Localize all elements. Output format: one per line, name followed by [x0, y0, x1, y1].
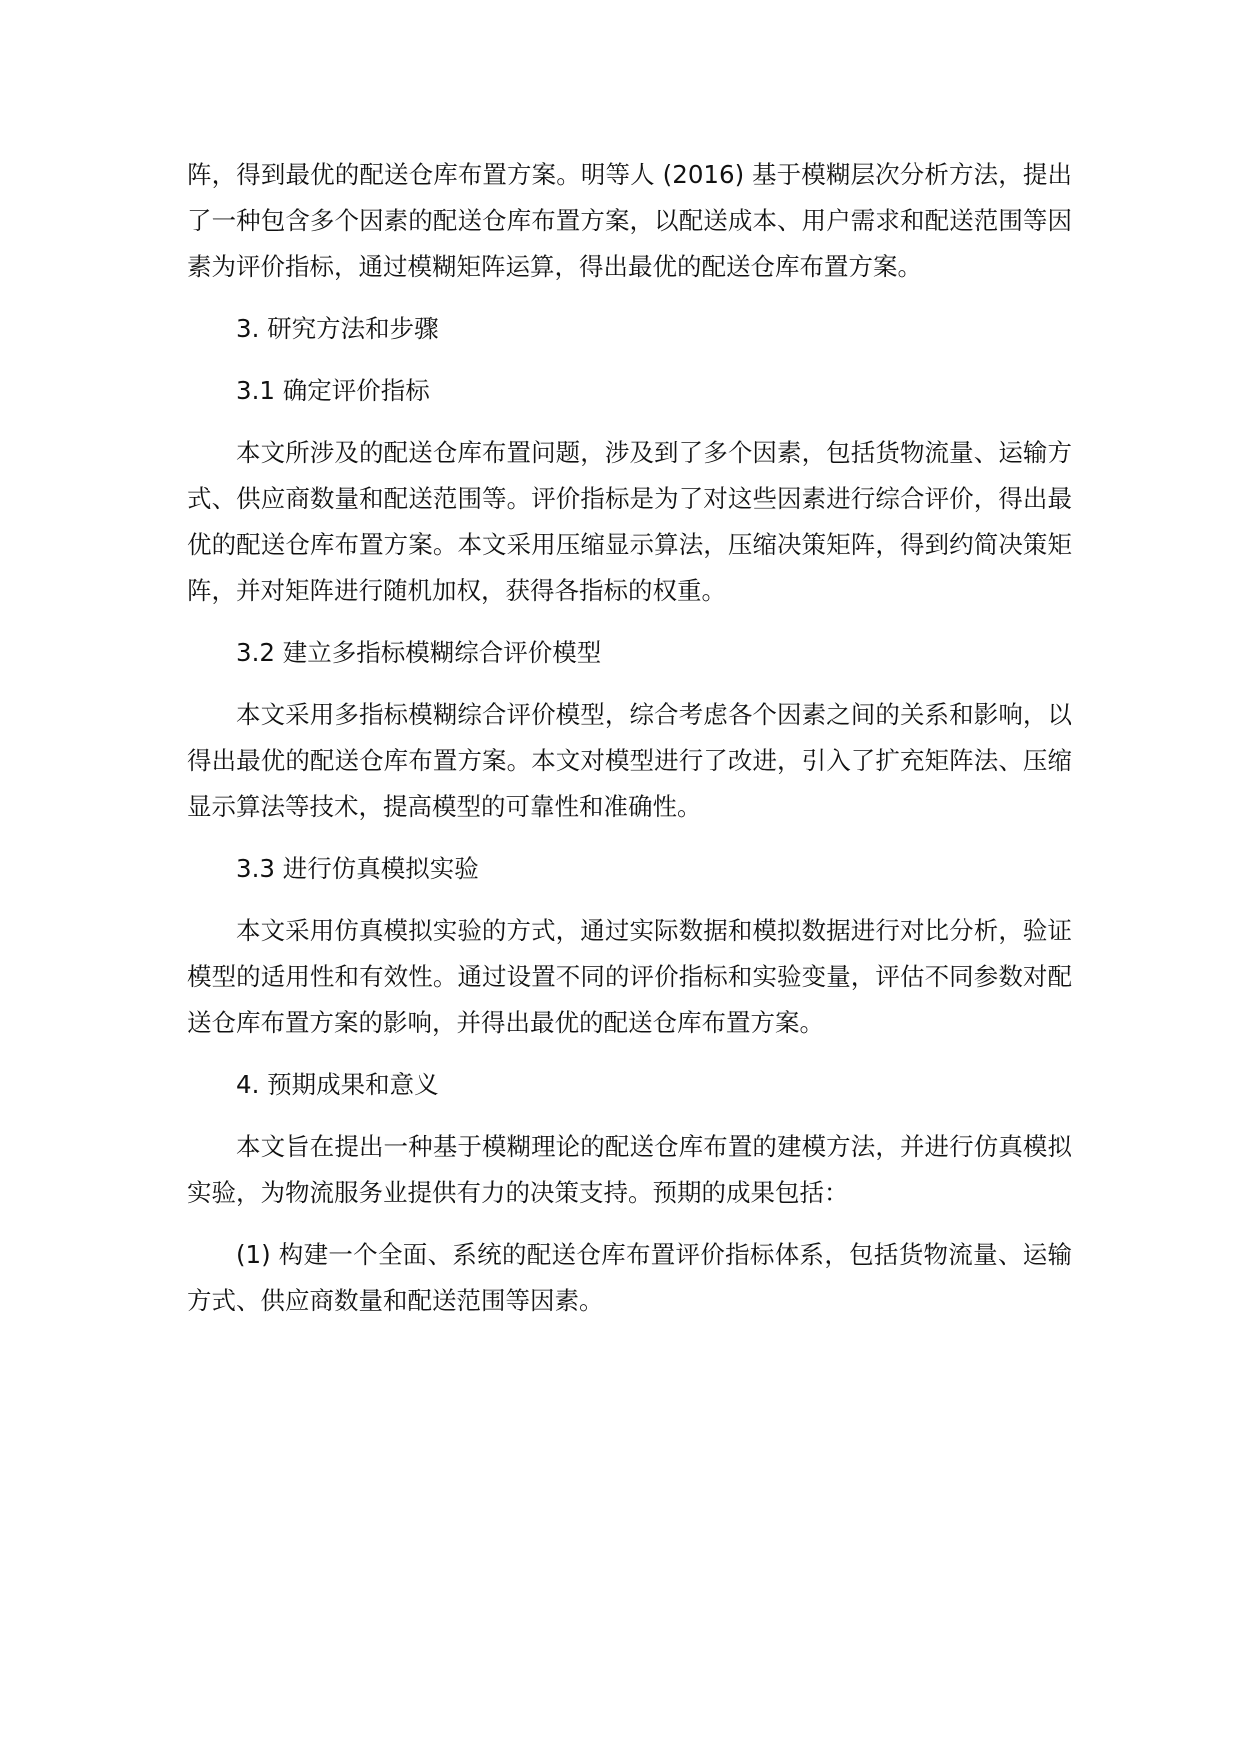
- section-heading-3: 3. 研究方法和步骤: [236, 314, 439, 343]
- paragraph-evaluation-indicators: 本文所涉及的配送仓库布置问题，涉及到了多个因素，包括货物流量、运输方式、供应商数量和配送范围等。评价指标是为了对这些因素进行综合评价，得出最优的配送仓库布置方案。本文采用压缩显示算法，压缩决策矩阵，得到约简决策矩阵，并对矩阵进行随机加权，获得各指标的权重。: [187, 438, 1072, 605]
- document-body: [187, 152, 1072, 1324]
- section-heading-3-1: 3.1 确定评价指标: [236, 376, 430, 405]
- section-heading-4: 4. 预期成果和意义: [236, 1070, 439, 1099]
- paragraph-continuation: 阵，得到最优的配送仓库布置方案。明等人 (2016) 基于模糊层次分析方法，提出了一种包含多个因素的配送仓库布置方案，以配送成本、用户需求和配送范围等因素为评价指标，通过模糊矩阵运算，得出最优的配送仓库布置方案。: [187, 160, 1072, 281]
- section-heading-3-2: 3.2 建立多指标模糊综合评价模型: [236, 638, 602, 667]
- paragraph-expected-results: 本文旨在提出一种基于模糊理论的配送仓库布置的建模方法，并进行仿真模拟实验，为物流服务业提供有力的决策支持。预期的成果包括：: [187, 1132, 1072, 1207]
- paragraph-simulation: 本文采用仿真模拟实验的方式，通过实际数据和模拟数据进行对比分析，验证模型的适用性和有效性。通过设置不同的评价指标和实验变量，评估不同参数对配送仓库布置方案的影响，并得出最优的配送仓库布置方案。: [187, 916, 1072, 1037]
- section-heading-3-3: 3.3 进行仿真模拟实验: [236, 854, 479, 883]
- paragraph-result-item-1: (1) 构建一个全面、系统的配送仓库布置评价指标体系，包括货物流量、运输方式、供应商数量和配送范围等因素。: [187, 1240, 1072, 1315]
- paragraph-fuzzy-model: 本文采用多指标模糊综合评价模型，综合考虑各个因素之间的关系和影响，以得出最优的配送仓库布置方案。本文对模型进行了改进，引入了扩充矩阵法、压缩显示算法等技术，提高模型的可靠性和准确性。: [187, 700, 1072, 821]
